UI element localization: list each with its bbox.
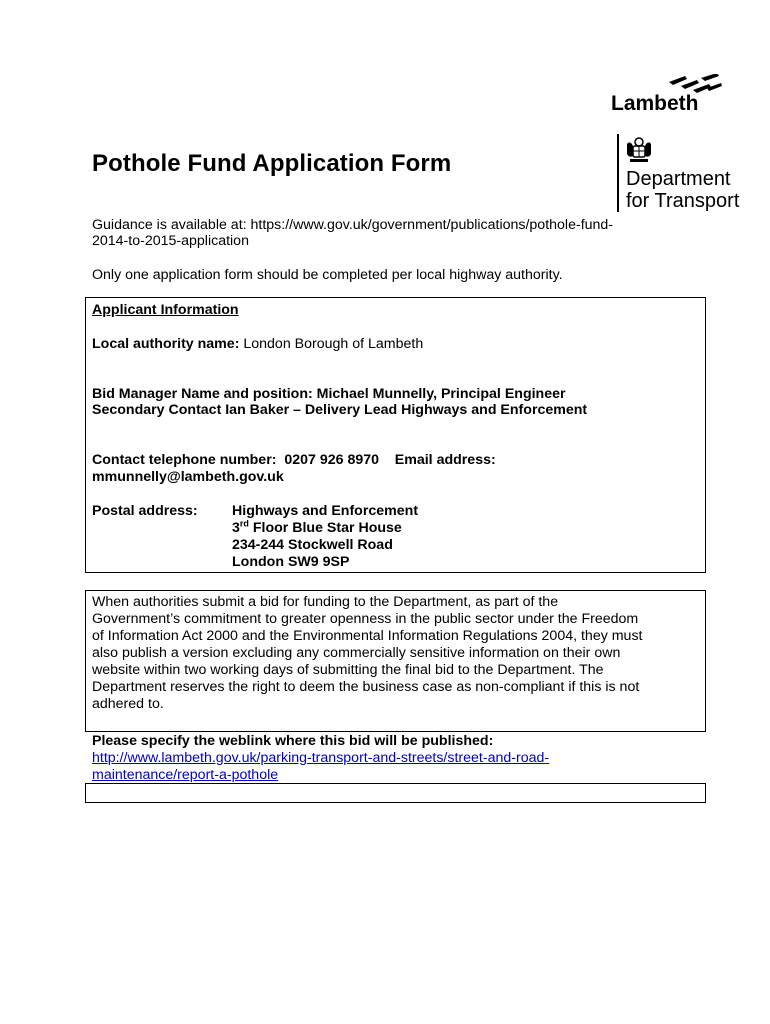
postal-label: Postal address: (92, 503, 198, 519)
foi-line: adhered to. (92, 696, 164, 712)
postal-line2-sup: rd (239, 518, 249, 529)
local-authority-row (92, 336, 423, 353)
dft-divider (617, 134, 619, 212)
guidance-line2: 2014-to-2015-application (92, 233, 249, 249)
foi-text (92, 594, 643, 713)
contact-line: Contact telephone number: 0207 926 8970 Email address: (92, 452, 496, 468)
postal-line2-rest: Floor Blue Star House (248, 520, 402, 536)
secondary-contact: Secondary Contact Ian Baker – Delivery Lead Highways and Enforcement (92, 402, 588, 418)
crest-icon (624, 136, 654, 164)
dft-logo-text (626, 168, 739, 212)
postal-line4: London SW9 9SP (232, 554, 350, 570)
postal-line2 (232, 520, 418, 537)
local-authority-value: London Borough of Lambeth (239, 336, 424, 352)
foi-line: website within two working days of submitting the final bid to the Department. The (92, 662, 604, 678)
foi-line: Department reserves the right to deem the business case as non-compliant if this is not (92, 679, 640, 695)
foi-line: Government’s commitment to greater openness in the public sector under the Freedom (92, 611, 639, 627)
postal-address (232, 503, 418, 571)
applicant-heading: Applicant Information (92, 302, 239, 318)
weblink-url-line2[interactable]: maintenance/report-a-pothole (92, 767, 279, 783)
postal-line3: 234-244 Stockwell Road (232, 537, 393, 553)
foi-line: When authorities submit a bid for funding to the Department, as part of the (92, 594, 559, 610)
email-value: mmunnelly@lambeth.gov.uk (92, 469, 284, 485)
postal-line2-num: 3 (232, 520, 240, 536)
postal-line1: Highways and Enforcement (232, 503, 419, 519)
lambeth-wordmark: Lambeth (611, 92, 699, 115)
page-title: Pothole Fund Application Form (92, 150, 452, 177)
one-form-note: Only one application form should be completed per local highway authority. (92, 267, 563, 283)
dft-line1: Department (626, 168, 731, 190)
guidance-line1: Guidance is available at: https://www.gov.uk/government/publications/pothole-fund- (92, 217, 614, 233)
foi-line: also publish a version excluding any commercially sensitive information on their own (92, 645, 621, 661)
local-authority-label: Local authority name: (92, 336, 240, 352)
dft-line2: for Transport (626, 190, 740, 212)
guidance-text (92, 217, 613, 250)
weblink-url[interactable] (92, 750, 549, 784)
weblink-url-line1[interactable]: http://www.lambeth.gov.uk/parking-transport-and-streets/street-and-road- (92, 750, 550, 766)
weblink-box-bottom (85, 783, 706, 803)
weblink-prompt: Please specify the weblink where this bid will be published: (92, 733, 494, 749)
foi-line: of Information Act 2000 and the Environmental Information Regulations 2004, they must (92, 628, 643, 644)
bid-manager: Bid Manager Name and position: Michael Munnelly, Principal Engineer (92, 386, 566, 402)
